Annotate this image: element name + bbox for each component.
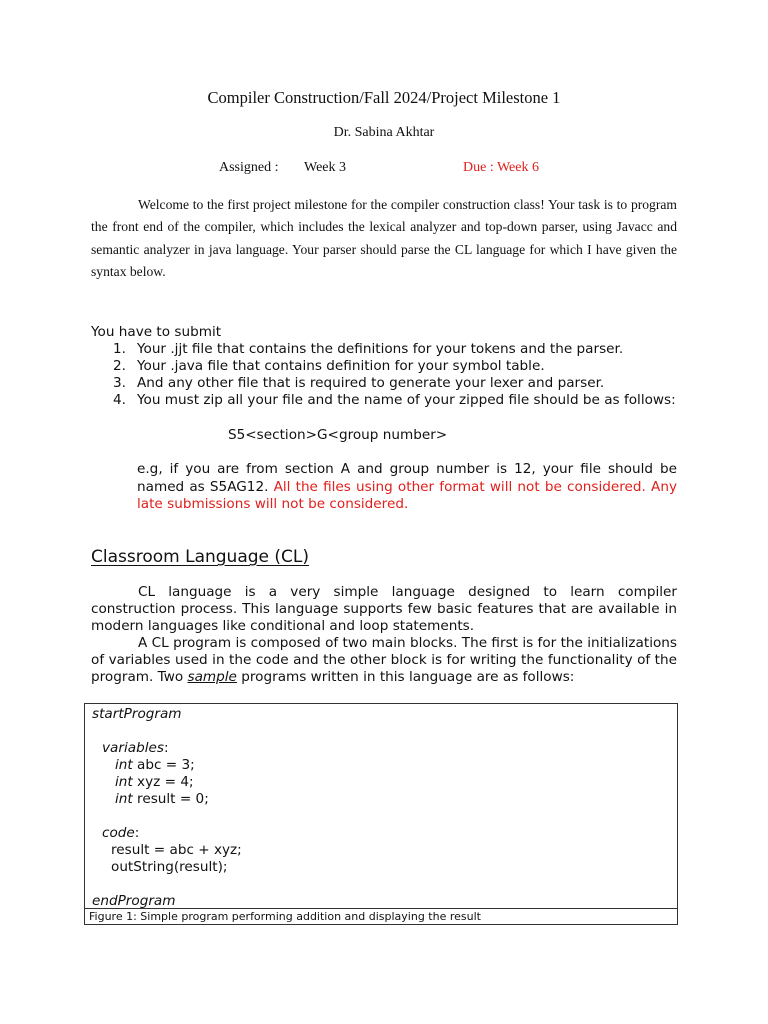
figure-caption: Figure 1: Simple program performing addition and displaying the result [89,910,481,923]
list-item-text: You must zip all your file and the name of your zipped file should be as follows: [137,392,676,408]
submission-list [91,341,691,409]
example-paragraph [137,461,677,514]
code-declaration [115,774,194,791]
intro-paragraph: Welcome to the first project milestone for the compiler construction class! Your task is to program the front end of the compiler, which includes the lexical analyzer and top-down parser, using Javacc and semantic analyzer in java language. Your parser should parse the CL language for which I have given the syntax below. [91,197,677,280]
code-end-keyword: endProgram [92,893,176,909]
document-title: Compiler Construction/Fall 2024/Project Milestone 1 [207,88,561,107]
list-item [91,358,691,375]
type-keyword: int [115,757,133,773]
list-number: 4. [113,392,126,408]
declaration-text: result = 0; [132,791,209,807]
submission-heading: You have to submit [91,324,222,340]
assigned-week: Week 3 [304,160,347,175]
code-start-keyword: startProgram [92,706,182,722]
code-block-line [102,825,139,842]
para2-text-end: programs written in this language are as follows: [236,669,575,685]
code-keyword: code [102,825,135,841]
declaration-text: xyz = 4; [132,774,194,790]
code-colon: : [134,825,140,841]
code-declaration [115,791,209,808]
author-name: Dr. Sabina Akhtar [333,125,435,140]
warning-text: All the files using other format will not be considered. Any late submissions will not be considered. [137,478,677,512]
code-declaration [115,757,195,774]
type-keyword: int [115,774,133,790]
type-keyword: int [115,791,133,807]
list-number: 2. [113,358,126,374]
list-item-text: Your .java file that contains definition for your symbol table. [137,358,545,374]
list-item [91,375,691,392]
para2-text: A CL program is composed of two main blocks. The first is for the initializations of variables used in the code and the other block is for writing the functionality of the program. Two [91,635,677,685]
variables-colon: : [163,740,169,756]
code-variables-line [102,740,169,757]
code-statement: result = abc + xyz; [111,842,242,858]
list-number: 3. [113,375,126,391]
due-date: Due : Week 6 [463,160,539,175]
variables-keyword: variables [102,740,164,756]
example-text: e.g, if you are from section A and group number is 12, your file should be named as S5AG12. [137,461,677,495]
code-sample-box [84,703,678,909]
list-number: 1. [113,341,126,357]
code-statement: outString(result); [111,859,228,875]
list-item [91,341,691,358]
list-item-text: Your .jjt file that contains the definitions for your tokens and the parser. [137,341,624,357]
sample-emphasis: sample [187,669,237,685]
declaration-text: abc = 3; [132,757,195,773]
section-heading: Classroom Language (CL) [91,547,310,567]
description-paragraph-2 [91,635,677,686]
list-item [91,392,691,409]
filename-format: S5<section>G<group number> [228,427,448,443]
list-item-text: And any other file that is required to generate your lexer and parser. [137,375,605,391]
assigned-label: Assigned : [219,160,279,175]
description-paragraph-1: CL language is a very simple language designed to learn compiler construction process. This language supports few basic features that are available in modern languages like conditional and loop statements. [91,584,677,634]
